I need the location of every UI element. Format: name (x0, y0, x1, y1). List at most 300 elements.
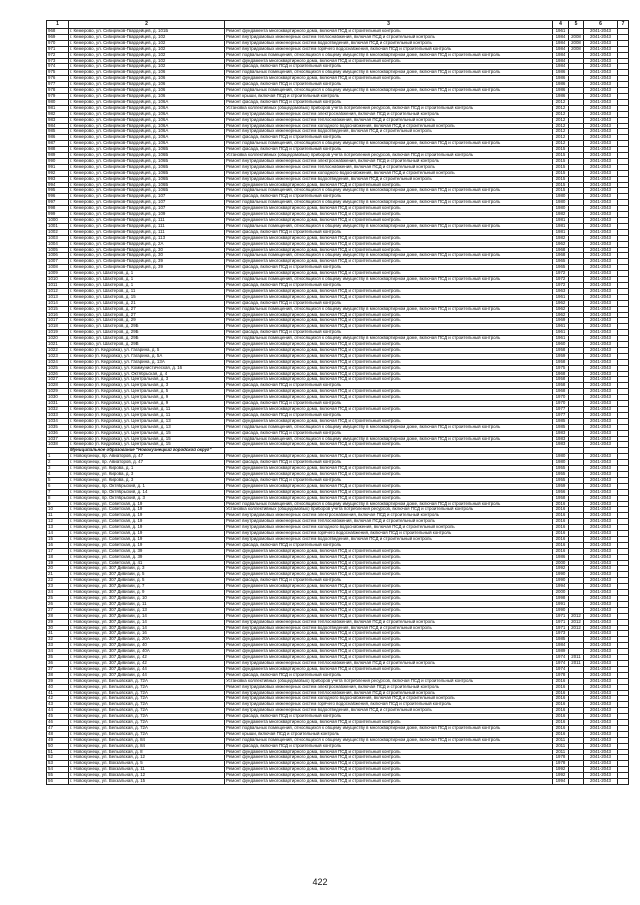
work-type-cell: Ремонт фундамента многоквартирного дома, включая ПСД и строительный контроль (225, 773, 553, 779)
row-number: 1006 (47, 253, 69, 259)
row-number: 973 (47, 58, 69, 64)
address-cell: г. Новокузнецк, ул. Советская, д. 19 (69, 507, 225, 513)
row-number: 1014 (47, 300, 69, 306)
table-header (47, 21, 629, 29)
work-type-cell: Ремонт фундамента многоквартирного дома, включая ПСД и строительный контроль (225, 749, 553, 755)
address-cell: г. Новокузнецк, ул. Бельовская, д. 72А (69, 684, 225, 690)
row-number: 1019 (47, 330, 69, 336)
period-cell: 2041-2043 (584, 188, 618, 194)
period-cell: 2041-2043 (584, 288, 618, 294)
row-number: 1020 (47, 336, 69, 342)
period-cell: 2041-2043 (584, 229, 618, 235)
build-year-cell: 2011 (553, 749, 569, 755)
address-cell: г. Новокузнецк, ул. Бельовская, д. 72А (69, 702, 225, 708)
period-cell: 2041-2043 (584, 507, 618, 513)
period-cell: 2041-2043 (584, 312, 618, 318)
address-cell: г. Новокузнецк, ул. Советская, д. 19 (69, 542, 225, 548)
address-cell: г. Кемерово, ул. Шахтеров, д. 29В (69, 342, 225, 348)
row-number: 1011 (47, 282, 69, 288)
address-cell: г. Кемерово, ул. Сибиряков-Гвардейцев, д. 30 (69, 247, 225, 253)
work-type-cell: Ремонт внутридомовых инженерных систем холодного водоснабжения, включая ПСД и строительный контроль (225, 525, 553, 531)
row-number: 994 (47, 182, 69, 188)
work-type-cell: Ремонт фундамента многоквартирного дома, включая ПСД и строительный контроль (225, 755, 553, 761)
period-cell: 2041-2043 (584, 223, 618, 229)
address-cell: г. Кемерово, ул. Сибиряков-Гвардейцев, д. 106Б (69, 188, 225, 194)
build-year-cell: 1985 (553, 637, 569, 643)
row-number: 997 (47, 200, 69, 206)
period-cell: 2041-2043 (584, 64, 618, 70)
row-number: 16 (47, 542, 69, 548)
period-cell: 2041-2043 (584, 548, 618, 554)
period-cell: 2041-2043 (584, 52, 618, 58)
build-year-cell: 1986 (553, 82, 569, 88)
period-cell: 2041-2043 (584, 336, 618, 342)
period-cell: 2041-2043 (584, 601, 618, 607)
build-year-cell: 1968 (553, 247, 569, 253)
period-cell: 2041-2043 (584, 607, 618, 613)
address-cell: г. Новокузнецк, ул. Бельовская, д. 72А (69, 696, 225, 702)
row-number: 983 (47, 117, 69, 123)
period-cell: 2041-2043 (584, 584, 618, 590)
row-number: 10 (47, 507, 69, 513)
work-type-cell: Ремонт внутридомовых инженерных систем электроснабжения, включая ПСД и строительный контроль (225, 111, 553, 117)
row-number: 1012 (47, 288, 69, 294)
build-year-cell: 2011 (553, 743, 569, 749)
build-year-cell: 1992 (553, 566, 569, 572)
period-cell: 2041-2043 (584, 105, 618, 111)
period-cell: 2041-2043 (584, 282, 618, 288)
work-type-cell: Ремонт фасада, включая ПСД и строительный контроль (225, 430, 553, 436)
build-year-cell: 2016 (553, 690, 569, 696)
address-cell: г. Новокузнецк, ул. Кирова, д. 3 (69, 471, 225, 477)
row-number: 1026 (47, 371, 69, 377)
build-year-cell: 1977 (553, 412, 569, 418)
address-cell: г. Кемерово, ул. Сибиряков-Гвардейцев, д. 106А (69, 123, 225, 129)
period-cell: 2041-2043 (584, 737, 618, 743)
work-type-cell: Ремонт фасада, включая ПСД и строительный контроль (225, 542, 553, 548)
build-year-cell: 2012 (553, 135, 569, 141)
row-number: 974 (47, 64, 69, 70)
build-year-cell: 1959 (553, 353, 569, 359)
address-cell: г. Кемерово, ул. Сибиряков-Гвардейцев, д. 106 (69, 70, 225, 76)
period-cell: 2041-2043 (584, 418, 618, 424)
period-cell: 2041-2043 (584, 407, 618, 413)
build-year-cell: 2015 (553, 188, 569, 194)
period-cell: 2041-2043 (584, 483, 618, 489)
work-type-cell: Ремонт фасада, включая ПСД и строительный контроль (225, 147, 553, 153)
header-row (47, 21, 629, 29)
build-year-cell: 1955 (553, 471, 569, 477)
period-cell: 2041-2043 (584, 495, 618, 501)
address-cell: г. Новокузнецк, ул. Бельовская, д. 72А (69, 725, 225, 731)
row-number: 1025 (47, 365, 69, 371)
period-cell: 2041-2043 (584, 29, 618, 35)
build-year-cell: 2015 (553, 158, 569, 164)
row-number: 18 (47, 554, 69, 560)
address-cell: г. Кемерово, ул. Сибиряков-Гвардейцев, д. 102 (69, 34, 225, 40)
build-year-cell: 1984 (553, 52, 569, 58)
work-type-cell: Ремонт фасада, включая ПСД и строительный контроль (225, 300, 553, 306)
build-year-cell: 1990 (553, 607, 569, 613)
work-type-cell: Ремонт фундамента многоквартирного дома, включая ПСД и строительный контроль (225, 466, 553, 472)
address-cell: г. Кемерово, ул. Сибиряков-Гвардейцев, д. 30 (69, 253, 225, 259)
build-year-cell: 1961 (553, 29, 569, 35)
build-year-cell: 1958 (553, 377, 569, 383)
address-cell: г. Новокузнецк, ул. 307 Дивизии, д. 3 (69, 566, 225, 572)
renovation-year-cell: 2008 (569, 46, 584, 52)
row-number: 22 (47, 578, 69, 584)
work-type-cell: Ремонт фундамента многоквартирного дома, включая ПСД и строительный контроль (225, 572, 553, 578)
work-type-cell: Ремонт фундамента многоквартирного дома, включая ПСД и строительный контроль (225, 643, 553, 649)
build-year-cell: 1971 (553, 613, 569, 619)
work-type-cell: Ремонт подвальных помещений, относящихся к общему имуществу в многоквартирном доме, включая ПСД и строительный контроль (225, 501, 553, 507)
period-cell: 2041-2043 (584, 525, 618, 531)
period-cell: 2041-2043 (584, 212, 618, 218)
address-cell: г. Кемерово, ул. Сибиряков-Гвардейцев, д. 111 (69, 223, 225, 229)
address-cell: г. Кемерово (п. Кедровка), ул. Центральная, д. 15 (69, 430, 225, 436)
build-year-cell: 2016 (553, 536, 569, 542)
period-cell: 2041-2043 (584, 147, 618, 153)
period-cell: 2041-2043 (584, 773, 618, 779)
address-cell: г. Кемерово, ул. Сибиряков-Гвардейцев, д. 106А (69, 129, 225, 135)
work-type-cell: Ремонт внутридомовых инженерных систем холодного водоснабжения, включая ПСД и строительный контроль (225, 123, 553, 129)
work-type-cell: Ремонт фундамента многоквартирного дома, включая ПСД и строительный контроль (225, 359, 553, 365)
row-number: 37 (47, 666, 69, 672)
work-type-cell: Ремонт внутридомовых инженерных систем электроснабжения, включая ПСД и строительный контроль (225, 684, 553, 690)
period-cell: 2041-2043 (584, 578, 618, 584)
build-year-cell: 1994 (553, 584, 569, 590)
build-year-cell: 1968 (553, 253, 569, 259)
row-number: 1021 (47, 342, 69, 348)
period-cell: 2041-2043 (584, 377, 618, 383)
period-cell: 2041-2043 (584, 454, 618, 460)
build-year-cell: 1970 (553, 401, 569, 407)
build-year-cell: 2012 (553, 141, 569, 147)
build-year-cell: 1969 (553, 318, 569, 324)
work-type-cell: Ремонт внутридомовых инженерных систем теплоснабжения, включая ПСД и строительный контроль (225, 660, 553, 666)
address-cell: г. Кемерово, ул. Сибиряков-Гвардейцев, д. 107 (69, 194, 225, 200)
period-cell: 2041-2043 (584, 708, 618, 714)
column-header: 2 (69, 21, 225, 29)
build-year-cell: 1984 (553, 58, 569, 64)
table-row (47, 779, 629, 785)
work-type-cell: Ремонт фундамента многоквартирного дома, включая ПСД и строительный контроль (225, 365, 553, 371)
row-number: 1030 (47, 395, 69, 401)
work-type-cell: Ремонт фундамента многоквартирного дома, включая ПСД и строительный контроль (225, 371, 553, 377)
renovation-year-cell: 2012 (569, 625, 584, 631)
row-number: 968 (47, 29, 69, 35)
period-cell: 2041-2043 (584, 383, 618, 389)
work-type-cell: Ремонт фундамента многоквартирного дома, включая ПСД и строительный контроль (225, 489, 553, 495)
build-year-cell: 1974 (553, 666, 569, 672)
period-cell: 2041-2043 (584, 342, 618, 348)
address-cell: г. Кемерово, ул. Сибиряков-Гвардейцев, д. 106А (69, 135, 225, 141)
address-cell: г. Кемерово (п. Кедровка), ул. Коммунистическая, д. 16 (69, 365, 225, 371)
row-number: 993 (47, 176, 69, 182)
work-type-cell: Ремонт фундамента многоквартирного дома, включая ПСД и строительный контроль (225, 29, 553, 35)
period-cell: 2041-2043 (584, 471, 618, 477)
period-cell: 2041-2043 (584, 88, 618, 94)
work-type-cell: Ремонт внутридомовых инженерных систем электроснабжения, включая ПСД и строительный контроль (225, 513, 553, 519)
address-cell: г. Кемерово, ул. Сибиряков-Гвардейцев, д. 106 (69, 93, 225, 99)
row-number: 27 (47, 607, 69, 613)
period-cell: 2041-2043 (584, 99, 618, 105)
build-year-cell: 2016 (553, 684, 569, 690)
row-number: 978 (47, 88, 69, 94)
build-year-cell: 1991 (553, 601, 569, 607)
period-cell: 2041-2043 (584, 672, 618, 678)
row-number: 24 (47, 590, 69, 596)
work-type-cell: Ремонт внутридомовых инженерных систем теплоснабжения, включая ПСД и строительный контроль (225, 117, 553, 123)
address-cell: г. Кемерово, ул. Сибиряков-Гвардейцев, д. 102 (69, 52, 225, 58)
address-cell: г. Новокузнецк, ул. Бельовская, д. 72А (69, 731, 225, 737)
row-number: 1000 (47, 218, 69, 224)
period-cell: 2041-2043 (584, 241, 618, 247)
period-cell: 2041-2043 (584, 371, 618, 377)
build-year-cell: 1974 (553, 655, 569, 661)
address-cell: г. Кемерово, ул. Сибиряков-Гвардейцев, д. 106 (69, 88, 225, 94)
address-cell: г. Кемерово (п. Кедровка), ул. Центральная, д. 9 (69, 395, 225, 401)
work-type-cell: Ремонт фундамента многоквартирного дома, включая ПСД и строительный контроль (225, 720, 553, 726)
build-year-cell: 1981 (553, 229, 569, 235)
address-cell: г. Кемерово (п. Кедровка), ул. Центральная, д. 13 (69, 424, 225, 430)
period-cell: 2041-2043 (584, 513, 618, 519)
build-year-cell: 2016 (553, 507, 569, 513)
build-year-cell: 2016 (553, 501, 569, 507)
address-cell: г. Кемерово (п. Кедровка), ул. Гагарина, д. 5 (69, 347, 225, 353)
build-year-cell: 1983 (553, 436, 569, 442)
build-year-cell: 1994 (553, 779, 569, 785)
work-type-cell: Установка коллективных (общедомовых) приборов учета потребления ресурсов, включая ПСД и строительный контроль (225, 105, 553, 111)
address-cell: г. Кемерово, ул. Шахтеров, д. 15 (69, 294, 225, 300)
address-cell: г. Кемерово, ул. Сибиряков-Гвардейцев, д. 106А (69, 99, 225, 105)
period-cell: 2041-2043 (584, 353, 618, 359)
row-number: 1003 (47, 235, 69, 241)
period-cell: 2041-2043 (584, 300, 618, 306)
build-year-cell: 1978 (553, 761, 569, 767)
row-number: 1010 (47, 277, 69, 283)
address-cell: г. Новокузнецк, ул. 307 Дивизии, д. 14 (69, 619, 225, 625)
period-cell: 2041-2043 (584, 554, 618, 560)
work-type-cell: Ремонт фундамента многоквартирного дома, включая ПСД и строительный контроль (225, 312, 553, 318)
period-cell: 2041-2043 (584, 330, 618, 336)
period-cell: 2041-2043 (584, 702, 618, 708)
column-header: 7 (618, 21, 629, 29)
row-number: 33 (47, 643, 69, 649)
period-cell: 2041-2043 (584, 170, 618, 176)
build-year-cell: 1971 (553, 619, 569, 625)
work-type-cell: Ремонт подвальных помещений, относящихся к общему имуществу в многоквартирном доме, включая ПСД и строительный контроль (225, 725, 553, 731)
build-year-cell: 2012 (553, 105, 569, 111)
work-type-cell: Ремонт подвальных помещений, относящихся к общему имуществу в многоквартирном доме, включая ПСД и строительный контроль (225, 737, 553, 743)
work-type-cell: Ремонт внутридомовых инженерных систем теплоснабжения, включая ПСД и строительный контроль (225, 519, 553, 525)
build-year-cell: 1985 (553, 418, 569, 424)
row-number: 1028 (47, 383, 69, 389)
period-cell: 2041-2043 (584, 596, 618, 602)
build-year-cell: 1959 (553, 483, 569, 489)
work-type-cell: Ремонт внутридомовых инженерных систем холодного водоснабжения, включая ПСД и строительный контроль (225, 170, 553, 176)
address-cell: г. Новокузнецк, ул. 307 Дивизии, д. 5 (69, 578, 225, 584)
work-type-cell: Ремонт фундамента многоквартирного дома, включая ПСД и строительный контроль (225, 212, 553, 218)
row-number: 1013 (47, 294, 69, 300)
build-year-cell: 2012 (553, 129, 569, 135)
work-type-cell: Ремонт фасада, включая ПСД и строительный контроль (225, 282, 553, 288)
work-type-cell: Ремонт фундамента многоквартирного дома, включая ПСД и строительный контроль (225, 389, 553, 395)
address-cell: г. Новокузнецк, ул. 307 Дивизии, д. 40 (69, 643, 225, 649)
build-year-cell: 2012 (553, 99, 569, 105)
work-type-cell: Ремонт фасада, включая ПСД и строительный контроль (225, 99, 553, 105)
address-cell: г. Новокузнецк, ул. Бельовская, д. 12 (69, 755, 225, 761)
row-number: 995 (47, 188, 69, 194)
work-type-cell: Ремонт фасада, включая ПСД и строительный контроль (225, 330, 553, 336)
period-cell: 2041-2043 (584, 725, 618, 731)
address-cell: г. Кемерово, ул. Сибиряков-Гвардейцев, д. 106Б (69, 147, 225, 153)
address-cell: г. Кемерово, ул. Сибиряков-Гвардейцев, д. 107 (69, 206, 225, 212)
row-number: 48 (47, 731, 69, 737)
period-cell: 2041-2043 (584, 542, 618, 548)
row-number: 20 (47, 566, 69, 572)
address-cell: г. Кемерово, ул. Сибиряков-Гвардейцев, д. 102 (69, 46, 225, 52)
work-type-cell: Ремонт фасада, включая ПСД и строительный контроль (225, 135, 553, 141)
work-type-cell: Ремонт фундамента многоквартирного дома, включая ПСД и строительный контроль (225, 353, 553, 359)
work-type-cell: Ремонт внутридомовых инженерных систем водоотведения, включая ПСД и строительный контроль (225, 40, 553, 46)
row-number: 50 (47, 743, 69, 749)
row-number: 1004 (47, 241, 69, 247)
work-type-cell: Ремонт фундамента многоквартирного дома, включая ПСД и строительный контроль (225, 666, 553, 672)
build-year-cell: 1961 (553, 330, 569, 336)
row-number: 982 (47, 111, 69, 117)
work-type-cell: Ремонт подвальных помещений, относящихся к общему имуществу в многоквартирном доме, включая ПСД и строительный контроль (225, 436, 553, 442)
build-year-cell: 1980 (553, 206, 569, 212)
work-type-cell: Ремонт фундамента многоквартирного дома, включая ПСД и строительный контроль (225, 471, 553, 477)
build-year-cell: 1961 (553, 324, 569, 330)
build-year-cell: 2015 (553, 153, 569, 159)
build-year-cell: 1970 (553, 395, 569, 401)
work-type-cell: Ремонт фасада, включая ПСД и строительный контроль (225, 412, 553, 418)
row-number: 35 (47, 655, 69, 661)
period-cell: 2041-2043 (584, 40, 618, 46)
period-cell: 2041-2043 (584, 613, 618, 619)
renovation-year-cell: 2012 (569, 613, 584, 619)
period-cell: 2041-2043 (584, 619, 618, 625)
build-year-cell: 2016 (553, 720, 569, 726)
build-year-cell: 2012 (553, 111, 569, 117)
row-number: 1029 (47, 389, 69, 395)
work-type-cell: Ремонт фундамента многоквартирного дома, включая ПСД и строительный контроль (225, 442, 553, 448)
address-cell: г. Новокузнецк, ул. 307 Дивизии, д. 16 (69, 631, 225, 637)
period-cell: 2041-2043 (584, 666, 618, 672)
build-year-cell: 2012 (553, 123, 569, 129)
address-cell: г. Кемерово, ул. Сибиряков-Гвардейцев, д. 109 (69, 212, 225, 218)
period-cell: 2041-2043 (584, 749, 618, 755)
build-year-cell: 1985 (553, 424, 569, 430)
build-year-cell: 2016 (553, 696, 569, 702)
row-number: 1001 (47, 223, 69, 229)
work-type-cell: Ремонт подвальных помещений, относящихся к общему имуществу в многоквартирном доме, включая ПСД и строительный контроль (225, 188, 553, 194)
build-year-cell: 1986 (553, 554, 569, 560)
address-cell: г. Кемерово (п. Кедровка), ул. Центральная, д. 11 (69, 407, 225, 413)
address-cell: г. Кемерово, ул. Сибиряков-Гвардейцев, д. 106Б (69, 176, 225, 182)
build-year-cell: 1968 (553, 389, 569, 395)
build-year-cell: 1962 (553, 306, 569, 312)
work-type-cell: Ремонт подвальных помещений, относящихся к общему имуществу в многоквартирном доме, включая ПСД и строительный контроль (225, 253, 553, 259)
period-cell: 2041-2043 (584, 720, 618, 726)
column-header: 3 (225, 21, 553, 29)
work-type-cell: Ремонт фундамента многоквартирного дома, включая ПСД и строительный контроль (225, 767, 553, 773)
row-number: 45 (47, 714, 69, 720)
period-cell: 2041-2043 (584, 182, 618, 188)
build-year-cell: 1974 (553, 660, 569, 666)
period-cell: 2041-2043 (584, 460, 618, 466)
build-year-cell: 1956 (553, 489, 569, 495)
work-type-cell: Ремонт фундамента многоквартирного дома, включая ПСД и строительный контроль (225, 454, 553, 460)
row-number: 4 (47, 471, 69, 477)
address-cell: г. Кемерово, ул. Шахтеров, д. 29 (69, 318, 225, 324)
work-type-cell: Ремонт внутридомовых инженерных систем холодного водоснабжения, включая ПСД и строительный контроль (225, 696, 553, 702)
row-number: 11 (47, 513, 69, 519)
row-number: 54 (47, 767, 69, 773)
address-cell: г. Новокузнецк, ул. Советская, д. 39 (69, 554, 225, 560)
period-cell: 2041-2043 (584, 294, 618, 300)
address-cell: г. Кемерово (п. Кедровка), ул. Центральная, д. 15 (69, 436, 225, 442)
page-number: 422 (312, 877, 328, 887)
row-number: 12 (47, 519, 69, 525)
build-year-cell: 1990 (553, 578, 569, 584)
row-number: 19 (47, 560, 69, 566)
row-number: 981 (47, 105, 69, 111)
address-cell: г. Кемерово, ул. Сибиряков-Гвардейцев, д. 106 (69, 82, 225, 88)
period-cell: 2041-2043 (584, 389, 618, 395)
period-cell: 2041-2043 (584, 34, 618, 40)
work-type-cell: Ремонт фундамента многоквартирного дома, включая ПСД и строительный контроль (225, 324, 553, 330)
work-type-cell: Ремонт подвальных помещений, относящихся к общему имуществу в многоквартирном доме, включая ПСД и строительный контроль (225, 277, 553, 283)
period-cell: 2041-2043 (584, 271, 618, 277)
period-cell: 2041-2043 (584, 779, 618, 785)
row-number: 26 (47, 601, 69, 607)
address-cell: г. Новокузнецк, ул. 307 Дивизии, д. 10 (69, 596, 225, 602)
work-type-cell: Установка коллективных (общедомовых) приборов учета потребления ресурсов, включая ПСД и строительный контроль (225, 153, 553, 159)
period-cell: 2041-2043 (584, 306, 618, 312)
row-number: 1024 (47, 359, 69, 365)
build-year-cell: 2016 (553, 548, 569, 554)
build-year-cell: 1961 (553, 336, 569, 342)
repair-schedule-table (46, 20, 629, 785)
period-cell: 2041-2043 (584, 501, 618, 507)
build-year-cell: 1980 (553, 460, 569, 466)
address-cell: г. Новокузнецк, пр. Октябрьский, д. 14 (69, 489, 225, 495)
work-type-cell: Ремонт крыши, включая ПСД и строительный контроль (225, 93, 553, 99)
column-header: 5 (569, 21, 584, 29)
address-cell: г. Кемерово, ул. Сибиряков-Гвардейцев, д. 106Б (69, 170, 225, 176)
build-year-cell: 1981 (553, 223, 569, 229)
row-number: 1034 (47, 418, 69, 424)
work-type-cell: Ремонт фундамента многоквартирного дома, включая ПСД и строительный контроль (225, 418, 553, 424)
row-number: 38 (47, 672, 69, 678)
work-type-cell: Ремонт фундамента многоквартирного дома, включая ПСД и строительный контроль (225, 548, 553, 554)
address-cell: г. Кемерово, ул. Сибиряков-Гвардейцев, д. 106Б (69, 153, 225, 159)
build-year-cell: 2016 (553, 519, 569, 525)
build-year-cell: 1968 (553, 371, 569, 377)
work-type-cell: Ремонт фундамента многоквартирного дома, включая ПСД и строительный контроль (225, 613, 553, 619)
period-cell: 2041-2043 (584, 649, 618, 655)
build-year-cell: 1958 (553, 347, 569, 353)
period-cell: 2041-2043 (584, 625, 618, 631)
address-cell: г. Кемерово (п. Кедровка), ул. Октябрьская, д. 4 (69, 371, 225, 377)
row-number: 32 (47, 637, 69, 643)
address-cell: г. Новокузнецк, ул. Бельовская, д. 72А (69, 690, 225, 696)
address-cell: г. Новокузнецк, ул. Бельовская, д. 8 (69, 749, 225, 755)
column-header: 1 (47, 21, 69, 29)
